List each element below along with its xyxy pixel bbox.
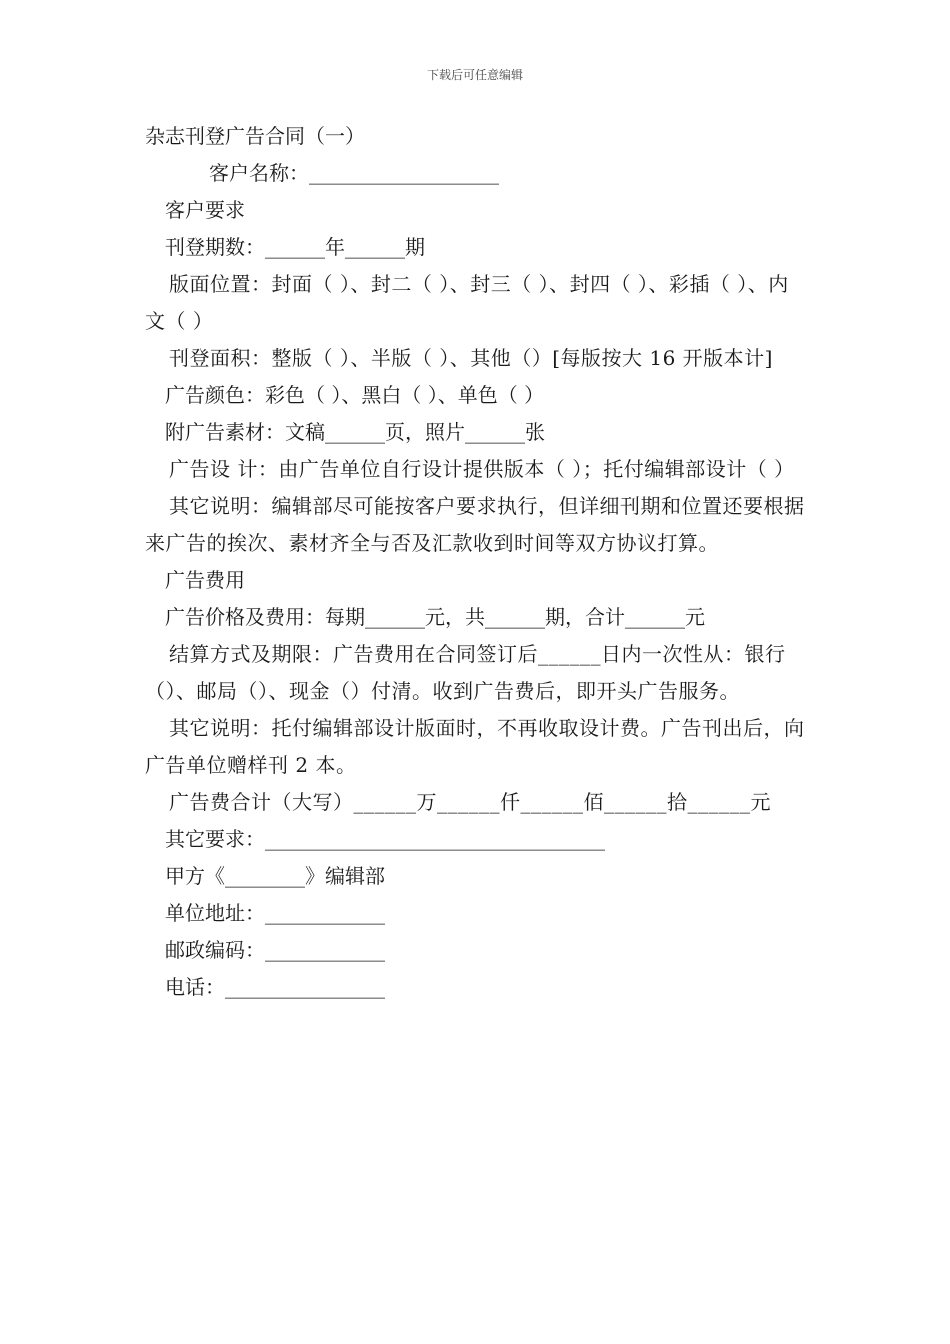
issues-line: 刊登期数：______年______期 xyxy=(165,235,425,259)
area-line: 刊登面积：整版（ ）、半版（ ）、其他（）[每版按大 16 开版本计] xyxy=(169,346,773,370)
price-line: 广告价格及费用：每期______元，共______期，合计______元 xyxy=(165,605,705,629)
contract-body xyxy=(145,118,807,1006)
client-name-line: 客户名称：___________________ xyxy=(209,161,499,185)
address-line: 单位地址：____________ xyxy=(165,901,385,925)
postcode-line: 邮政编码：____________ xyxy=(165,938,385,962)
party-a-line: 甲方《________》编辑部 xyxy=(165,864,385,888)
other-note-1: 其它说明：编辑部尽可能按客户要求执行，但详细刊期和位置还要根据来广告的挨次、素材齐全与否及汇款收到时间等双方协议打算。 xyxy=(145,494,805,555)
section-fees: 广告费用 xyxy=(165,568,245,592)
materials-line: 附广告素材：文稿______页，照片______张 xyxy=(165,420,545,444)
color-line: 广告颜色：彩色（ ）、黑白（ ）、单色（ ） xyxy=(165,383,545,407)
other-requirements-line: 其它要求：__________________________________ xyxy=(165,827,605,851)
total-line: 广告费合计（大写）______万______仟______佰______拾______元 xyxy=(169,790,771,814)
settlement-line: 结算方式及期限：广告费用在合同签订后______日内一次性从：银行（）、邮局（）、现金（）付清。收到广告费后，即开头广告服务。 xyxy=(145,642,786,703)
design-line: 广告设 计：由广告单位自行设计提供版本（ ）；托付编辑部设计（ ） xyxy=(169,457,795,481)
section-client-requirements: 客户要求 xyxy=(165,198,245,222)
other-note-2: 其它说明：托付编辑部设计版面时，不再收取设计费。广告刊出后，向广告单位赠样刊 2 本。 xyxy=(145,716,805,777)
phone-line: 电话：________________ xyxy=(165,975,385,999)
page-header: 下载后可任意编辑 xyxy=(426,68,523,82)
position-line: 版面位置：封面（ ）、封二（ ）、封三（ ）、封四（ ）、彩插（ ）、内文（ ） xyxy=(145,272,789,333)
document-title: 杂志刊登广告合同（一） xyxy=(145,124,365,148)
